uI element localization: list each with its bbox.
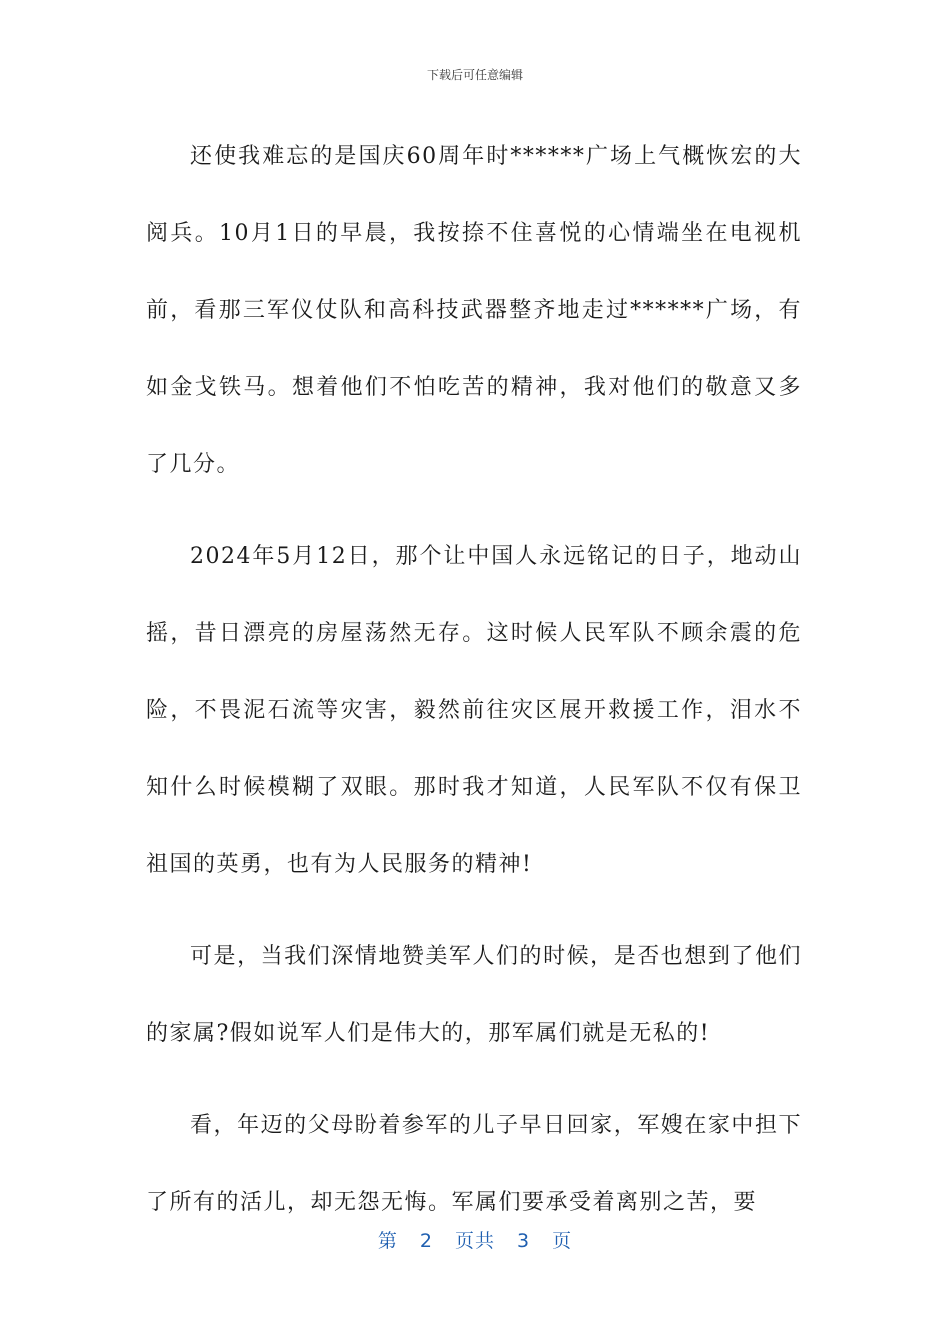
total-pages-number: 3 [517, 1230, 531, 1252]
page-footer [0, 1226, 950, 1253]
paragraph-3: 可是，当我们深情地赞美军人们的时候，是否也想到了他们的家属?假如说军人们是伟大的，那军属们就是无私的! [146, 944, 802, 1046]
paragraph-1: 还使我难忘的是国庆60周年时******广场上气概恢宏的大阅兵。10月1日的早晨，我按捺不住喜悦的心情端坐在电视机前，看那三军仪仗队和高科技武器整齐地走过******广场，有如金戈铁马。想着他们不怕吃苦的精神，我对他们的敬意又多了几分。 [146, 144, 802, 477]
footer-middle: 页共 [454, 1230, 495, 1252]
paragraph-4: 看，年迈的父母盼着参军的儿子早日回家，军嫂在家中担下了所有的活儿，却无怨无悔。军属们要承受着离别之苦，要 [146, 1113, 802, 1215]
document-body [146, 118, 802, 1256]
current-page-number: 2 [419, 1230, 433, 1252]
paragraph-2: 2024年5月12日，那个让中国人永远铭记的日子，地动山摇，昔日漂亮的房屋荡然无存。这时候人民军队不顾余震的危险，不畏泥石流等灾害，毅然前往灾区展开救援工作，泪水不知什么时候模糊了双眼。那时我才知道，人民军队不仅有保卫祖国的英勇，也有为人民服务的精神! [146, 544, 802, 877]
page-header: 下载后可任意编辑 [426, 68, 523, 82]
footer-prefix: 第 [377, 1230, 398, 1252]
footer-suffix: 页 [552, 1230, 573, 1252]
